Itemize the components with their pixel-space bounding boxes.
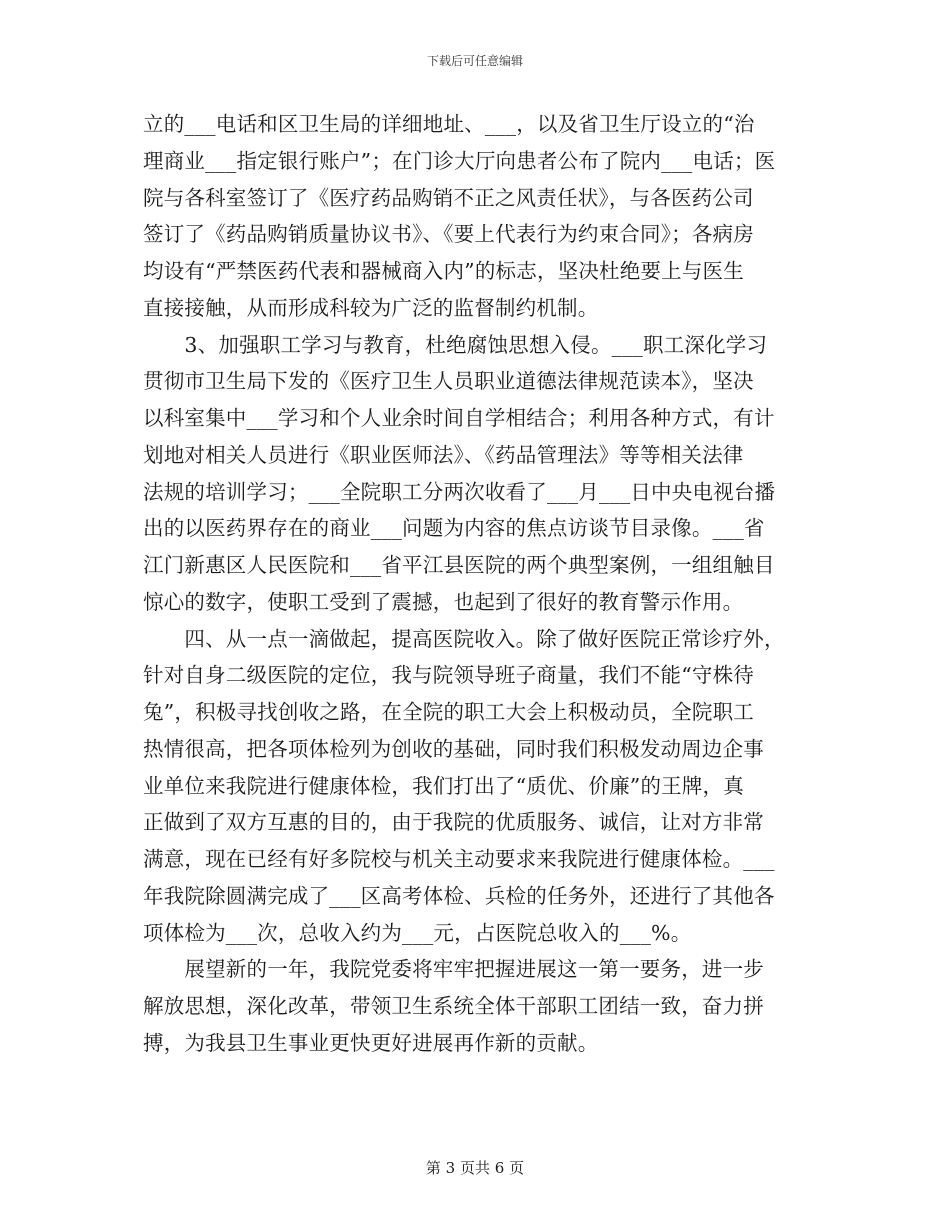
text-line: 均设有“严禁医药代表和器械商入内”的标志，坚决杜绝要上与医生 bbox=[143, 259, 744, 283]
document-body bbox=[143, 106, 803, 1062]
text-line: 惊心的数字，使职工受到了震撼，也起到了很好的教育警示作用。 bbox=[143, 589, 744, 614]
text-line: 院与各科室签订了《医疗药品购销不正之风责任状》，与各医药公司 bbox=[143, 185, 754, 210]
text-line: 3、加强职工学习与教育，杜绝腐蚀思想入侵。___职工深化学习 bbox=[143, 332, 768, 357]
text-line: 兔”，积极寻找创收之路，在全院的职工大会上积极动员，全院职工 bbox=[143, 700, 754, 724]
text-line: 正做到了双方互惠的目的，由于我院的优质服务、诚信，让对方非常 bbox=[143, 810, 764, 835]
text-line: 理商业___指定银行账户”；在门诊大厅向患者公布了院内___电话；医 bbox=[143, 148, 776, 173]
text-line: 签订了《药品购销质量协议书》、《要上代表行为约束合同》；各病房 bbox=[143, 222, 754, 247]
page-header: 下载后可任意编辑 bbox=[426, 54, 523, 68]
text-line: 划地对相关人员进行《职业医师法》、《药品管理法》等等相关法律 bbox=[143, 442, 744, 467]
text-line: 贯彻市卫生局下发的《医疗卫生人员职业道德法律规范读本》，坚决 bbox=[143, 369, 754, 394]
text-line: 展望新的一年，我院党委将牢牢把握进展这一第一要务，进一步 bbox=[143, 957, 764, 982]
text-line: 满意，现在已经有好多院校与机关主动要求来我院进行健康体检。___ bbox=[143, 847, 775, 871]
page-number: 第 3 页共 6 页 bbox=[425, 1159, 525, 1177]
text-line: 年我院除圆满完成了___区高考体检、兵检的任务外，还进行了其他各 bbox=[143, 883, 775, 908]
text-line: 业单位来我院进行健康体检，我们打出了“质优、价廉”的王牌，真 bbox=[143, 773, 744, 798]
text-line: 直接接触，从而形成科较为广泛的监督制约机制。 bbox=[143, 295, 599, 320]
text-line: 四、从一点一滴做起，提高医院收入。除了做好医院正常诊疗外， bbox=[143, 626, 785, 651]
text-line: 立的___电话和区卫生局的详细地址、___，以及省卫生厅设立的“治 bbox=[143, 112, 755, 136]
text-line: 出的以医药界存在的商业___问题为内容的焦点访谈节目录像。___省 bbox=[143, 516, 765, 541]
text-line: 解放思想，深化改革，带领卫生系统全体干部职工团结一致，奋力拼 bbox=[143, 994, 764, 1018]
text-line: 针对自身二级医院的定位，我与院领导班子商量，我们不能“守株待 bbox=[143, 663, 754, 688]
text-line: 热情很高，把各项体检列为创收的基础，同时我们积极发动周边企事 bbox=[143, 736, 764, 761]
text-line: 搏，为我县卫生事业更快更好进展再作新的贡献。 bbox=[143, 1030, 599, 1055]
text-line: 项体检为___次，总收入约为___元，占医院总收入的___%。 bbox=[143, 920, 692, 945]
text-line: 以科室集中___学习和个人业余时间自学相结合；利用各种方式，有计 bbox=[143, 406, 775, 430]
text-line: 江门新惠区人民医院和___省平江县医院的两个典型案例，一组组触目 bbox=[143, 553, 775, 577]
text-line: 法规的培训学习；___全院职工分两次收看了___月___日中央电视台播 bbox=[143, 479, 776, 504]
